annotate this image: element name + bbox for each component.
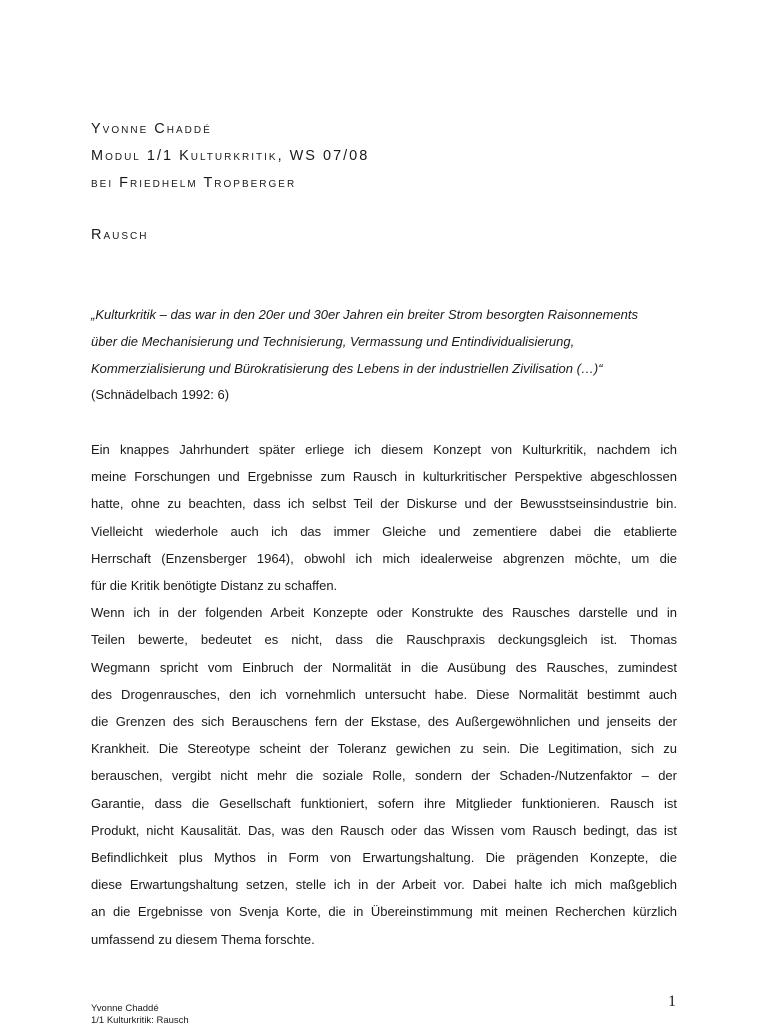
document-header bbox=[91, 116, 691, 197]
body-line: berauschen, vergibt nicht mehr die soziale Rolle, sondern der Schaden-/Nutzenfaktor – der bbox=[91, 768, 677, 784]
page-number: 1 bbox=[668, 993, 676, 1010]
quote-line: Kommerzialisierung und Bürokratisierung des Lebens in der industriellen Zivilisation (…)“ bbox=[91, 360, 603, 376]
body-line: an die Ergebnisse von Svenja Korte, die in Übereinstimmung mit meinen Recherchen kürzlich bbox=[91, 904, 677, 920]
body-line: für die Kritik benötigte Distanz zu schaffen. bbox=[91, 578, 338, 594]
body-line: Krankheit. Die Stereotype scheint der Toleranz gewichen zu sein. Die Legitimation, sich zu bbox=[91, 741, 677, 757]
footer-author: Yvonne Chaddé bbox=[91, 1003, 159, 1014]
epigraph-quote bbox=[91, 302, 691, 409]
body-line: Produkt, nicht Kausalität. Das, was den Rausch oder das Wissen vom Rausch bedingt, das ist bbox=[91, 822, 677, 838]
body-line: Ein knappes Jahrhundert später erliege ich diesem Konzept von Kulturkritik, nachdem ich bbox=[91, 442, 677, 457]
body-line: Befindlichkeit plus Mythos in Form von Erwartungshaltung. Die prägenden Konzepte, die bbox=[91, 850, 677, 866]
section-title: Rausch bbox=[91, 227, 149, 243]
body-line: diese Erwartungshaltung setzen, stelle ich in der Arbeit vor. Dabei halte ich mich maßgeblich bbox=[91, 877, 677, 893]
author-name: Yvonne Chaddé bbox=[91, 121, 212, 137]
body-line: meine Forschungen und Ergebnisse zum Rausch in kulturkritischer Perspektive abgeschlossen bbox=[91, 469, 677, 485]
quote-line: „Kulturkritik – das war in den 20er und 30er Jahren ein breiter Strom besorgten Raisonnements bbox=[91, 307, 639, 322]
body-paragraphs bbox=[91, 436, 677, 953]
footer-course: 1/1 Kulturkritik: Rausch bbox=[91, 1015, 189, 1026]
quote-line: über die Mechanisierung und Technisierung, Vermassung und Entindividualisierung, bbox=[91, 333, 575, 349]
module-title: Modul 1/1 Kulturkritik, WS 07/08 bbox=[91, 148, 370, 164]
body-line: die Grenzen des sich Berauschens fern der Ekstase, des Außergewöhnlichen und jenseits der bbox=[91, 714, 677, 730]
lecturer-name: bei Friedhelm Tropberger bbox=[91, 175, 297, 191]
body-line: Vielleicht wiederhole auch ich das immer Gleiche und zementiere dabei die etablierte bbox=[91, 523, 677, 539]
body-line: hatte, ohne zu beachten, dass ich selbst Teil der Diskurse und der Bewusstseinsindustrie bin. bbox=[91, 496, 677, 512]
page-footer bbox=[91, 1003, 189, 1027]
body-line: des Drogenrausches, den ich vornehmlich untersucht habe. Diese Normalität bestimmt auch bbox=[91, 686, 677, 702]
quote-citation: (Schnädelbach 1992: 6) bbox=[91, 387, 230, 403]
body-line: umfassend zu diesem Thema forschte. bbox=[91, 931, 315, 947]
body-line: Wegmann spricht vom Einbruch der Normalität in die Ausübung des Rausches, zumindest bbox=[91, 659, 677, 675]
body-line: Wenn ich in der folgenden Arbeit Konzepte oder Konstrukte des Rausches darstelle und in bbox=[91, 605, 677, 621]
body-line: Teilen bewerte, bedeutet es nicht, dass die Rauschpraxis deckungsgleich ist. Thomas bbox=[91, 632, 677, 648]
body-line: Herrschaft (Enzensberger 1964), obwohl ich mich idealerweise abgrenzen möchte, um die bbox=[91, 550, 677, 566]
body-line: Garantie, dass die Gesellschaft funktioniert, sofern ihre Mitglieder funktionieren. Rausch ist bbox=[91, 795, 677, 811]
